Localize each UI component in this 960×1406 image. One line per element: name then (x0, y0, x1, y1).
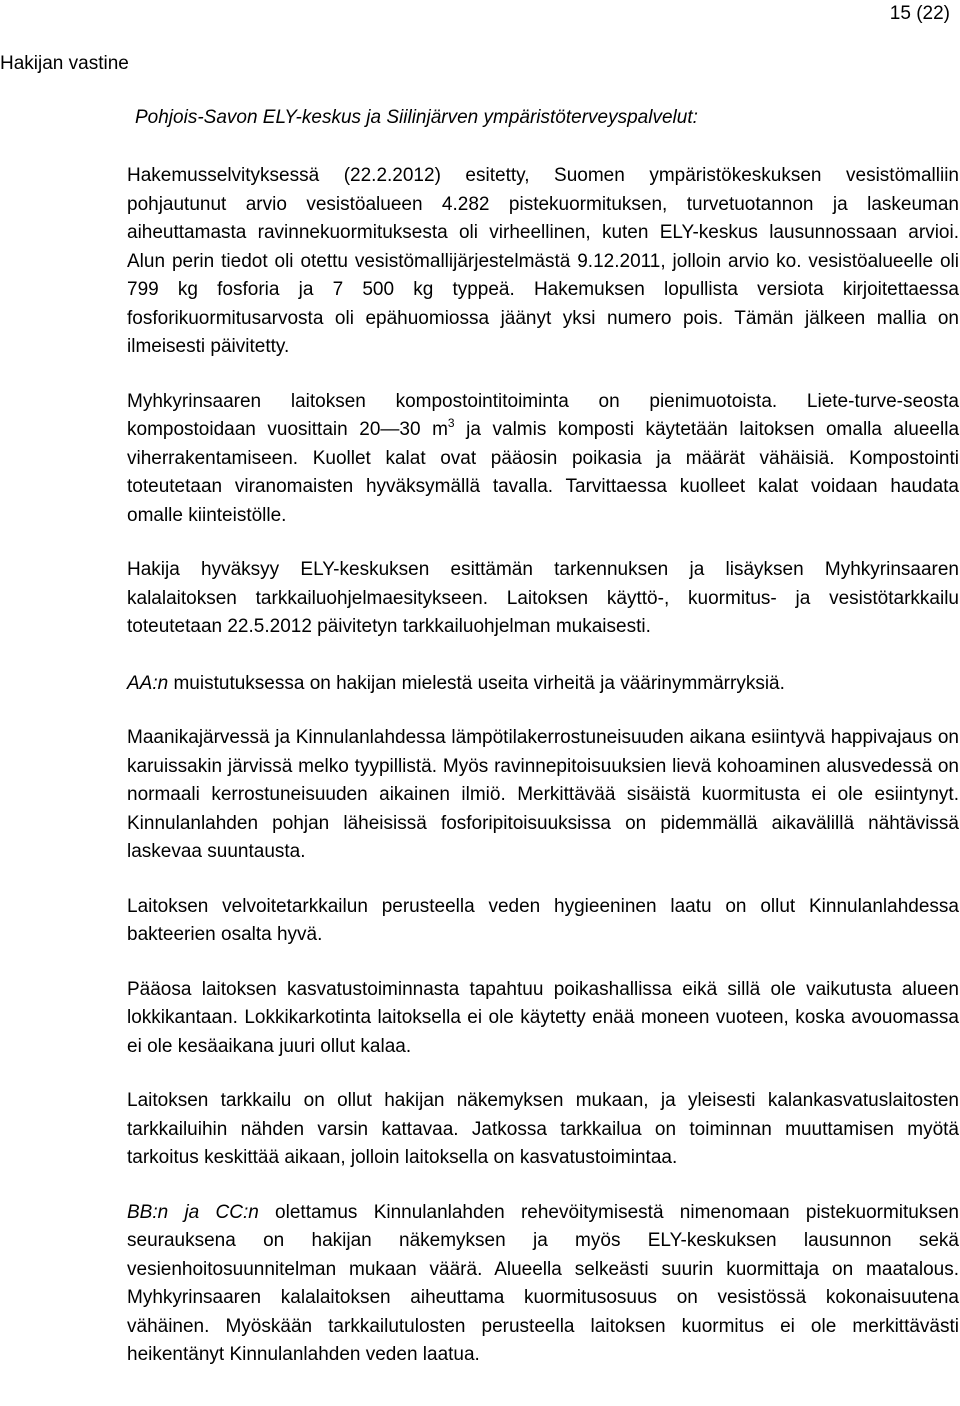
paragraph-4-text: muistutuksessa on hakijan mielestä useita virheitä ja väärinymmärryksiä. (168, 672, 785, 694)
paragraph-1: Hakemusselvityksessä (22.2.2012) esitetty, Suomen ympäristökeskuksen vesistömalliin pohjautunut arvio vesistöalueen 4.282 pistekuormituksen, turvetuotannon ja laskeuman aiheuttamasta ravinnekuormituksesta oli virheellinen, kuten ELY-keskus lausunnossaan arvioi. Alun perin tiedot oli otettu vesistömallijärjestelmästä 9.12.2011, jolloin arvio ko. vesistöalueelle oli 799 kg fosforia ja 7 500 kg typpeä. Hakemuksen lopullista versiota kirjoitettaessa fosforikuormitusarvosta oli epähuomiossa jäänyt yksi numero pois. Tämän jälkeen mallia on ilmeisesti päivitetty. (127, 165, 959, 357)
document-body (127, 162, 959, 1370)
paragraph-3: Hakija hyväksyy ELY-keskuksen esittämän tarkennuksen ja lisäyksen Myhkyrinsaaren kalalaitoksen tarkkailuohjelmaesitykseen. Laitoksen käyttö-, kuormitus- ja vesistötarkkailu toteutetaan 22.5.2012 päivitetyn tarkkailuohjelman mukaisesti. (127, 559, 959, 637)
paragraph-2 (127, 388, 959, 531)
section-title: Hakijan vastine (0, 53, 129, 74)
paragraph-2-text-a: Myhkyrinsaaren laitoksen kompostointitoiminta on pienimuotoista. Liete-turve-seosta kompostoidaan vuosittain 20—30 m (127, 390, 959, 440)
superscript-3: 3 (447, 416, 455, 430)
paragraph-9-text: olettamus Kinnulanlahden rehevöitymisestä nimenomaan pistekuormituksen seurauksena on hakijan näkemyksen ja myös ELY-keskuksen lausunnon sekä vesienhoitosuunnitelman mukaan väärä. Alueella selkeästi suurin kuormittaja on maatalous. Myhkyrinsaaren kalalaitoksen aiheuttama kuormitusosuus on vesistössä kokonaisuutena vähäinen. Myöskään tarkkailutulosten perusteella laitoksen kuormitus ei ole merkittävästi heikentänyt Kinnulanlahden veden laatua. (127, 1201, 960, 1365)
paragraph-4-lead: AA:n (127, 672, 169, 694)
paragraph-7: Pääosa laitoksen kasvatustoiminnasta tapahtuu poikashallissa eikä sillä ole vaikutusta alueen lokkikantaan. Lokkikarkotinta laitoksella ei ole käytetty enää moneen vuoteen, koska avouomassa ei ole kesäaikana juuri ollut kalaa. (127, 978, 959, 1057)
paragraph-2-text-b: ja valmis komposti käytetään laitoksen omalla alueella viherrakentamiseen. Kuollet kalat ovat pääosin poikasia ja määrät vähäisiä. Kompostointi toteutetaan viranomaisten hyväksymällä tavalla. Tarvittaessa kuolleet kalat voidaan haudata omalle kiinteistölle. (127, 419, 960, 526)
paragraph-5: Maanikajärvessä ja Kinnulanlahdessa lämpötilakerrostuneisuuden aikana esiintyvä happivajaus on karuissakin järvissä melko tyypillistä. Myös ravinnepitoisuuksien lievä kohoaminen alusvedessä on normaali kerrostuneisuuden aikainen ilmiö. Merkittävää sisäistä kuormitusta ei ole esiintynyt. Kinnulanlahden pohjan läheisissä fosforipitoisuuksissa on pidemmällä aikavälillä nähtävissä laskevaa suuntausta. (127, 727, 959, 862)
paragraph-8: Laitoksen tarkkailu on ollut hakijan näkemyksen mukaan, ja yleisesti kalankasvatuslaitosten tarkkailuihin nähden varsin kattavaa. Jatkossa tarkkailua on toiminnan muuttamisen myötä tarkoitus keskittää aikaan, jolloin laitoksella on kasvatustoimintaa. (127, 1090, 959, 1168)
page-number: 15 (22) (889, 3, 950, 24)
subheading: Pohjois-Savon ELY-keskus ja Siilinjärven ympäristöterveyspalvelut: (135, 107, 698, 128)
paragraph-9-lead: BB:n ja CC:n (127, 1201, 259, 1223)
paragraph-9 (127, 1199, 959, 1370)
paragraph-6: Laitoksen velvoitetarkkailun perusteella veden hygieeninen laatu on ollut Kinnulanlahdessa bakteerien osalta hyvä. (127, 895, 959, 945)
paragraph-4 (127, 670, 959, 699)
